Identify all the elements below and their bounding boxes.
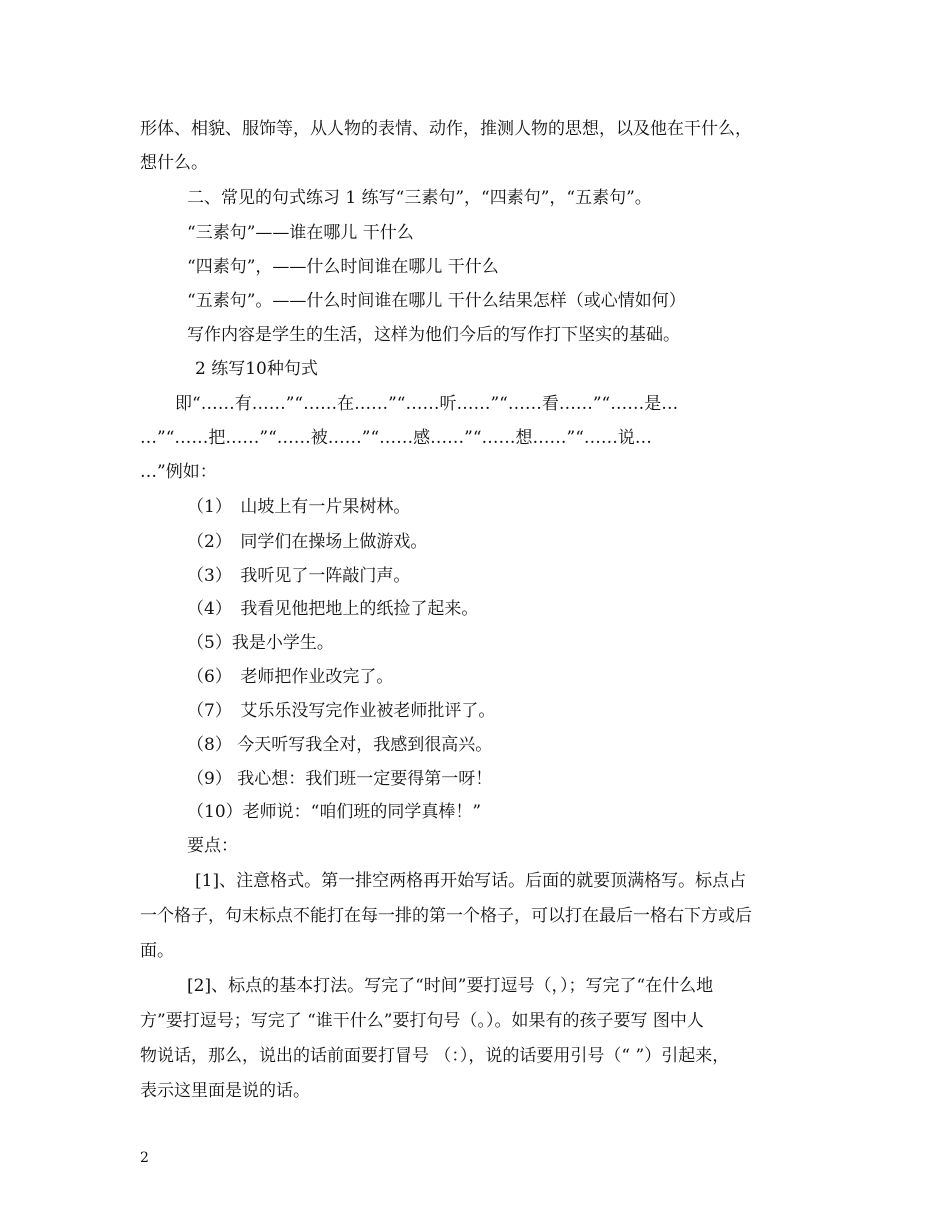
key-point-line: [2]、标点的基本打法。写完了“时间”要打逗号（，）；写完了“在什么地 [187, 976, 714, 996]
paragraph-line: 想什么。 [140, 153, 208, 173]
three-element-sentence: “三素句”——谁在哪儿 干什么 [187, 223, 414, 243]
paragraph-line: 形体、相貌、服饰等，从人物的表情、动作，推测人物的思想，以及他在干什么， [140, 119, 752, 139]
key-points-label: 要点： [187, 836, 238, 856]
ten-patterns-line: …”“……把……”“……被……”“……感……”“……想……”“……说… [140, 428, 652, 448]
key-point-line: 表示这里面是说的话。 [140, 1081, 310, 1101]
example-item: （3） 我听见了一阵敲门声。 [187, 566, 411, 586]
example-item: （2） 同学们在操场上做游戏。 [187, 532, 428, 552]
ten-patterns-line: 即“……有……”“……在……”“……听……”“……看……”“……是… [175, 394, 679, 414]
key-point-line: 面。 [140, 941, 174, 961]
example-item: （5）我是小学生。 [187, 633, 334, 653]
example-item: （6） 老师把作业改完了。 [187, 667, 394, 687]
key-point-line: 物说话，那么，说出的话前面要打冒号 （：），说的话要用引号（“ ”）引起来， [140, 1046, 730, 1066]
example-item: （8） 今天听写我全对，我感到很高兴。 [187, 735, 493, 755]
example-item: （4） 我看见他把地上的纸捡了起来。 [187, 599, 479, 619]
example-item: （10）老师说：“咱们班的同学真棒！” [187, 802, 482, 822]
example-item: （1） 山坡上有一片果树林。 [187, 497, 411, 517]
writing-content-note: 写作内容是学生的生活，这样为他们今后的写作打下坚实的基础。 [187, 325, 680, 345]
example-item: （9） 我心想：我们班一定要得第一呀！ [187, 769, 493, 789]
ten-patterns-title: 2 练写10种句式 [195, 359, 318, 379]
key-point-line: 方”要打逗号；写完了 “谁干什么”要打句号（。）。如果有的孩子要写 图中人 [140, 1011, 704, 1031]
key-point-line: [1]、注意格式。第一排空两格再开始写话。后面的就要顶满格写。标点占 [195, 871, 747, 891]
five-element-sentence: “五素句”。——什么时间谁在哪儿 干什么结果怎样（或心情如何） [187, 291, 686, 311]
four-element-sentence: “四素句”，——什么时间谁在哪儿 干什么 [187, 257, 499, 277]
example-item: （7） 艾乐乐没写完作业被老师批评了。 [187, 701, 496, 721]
ten-patterns-line: …”例如： [140, 462, 217, 482]
page-number: 2 [140, 1150, 149, 1166]
key-point-line: 一个格子，句末标点不能打在每一排的第一个格子，可以打在最后一格右下方或后 [140, 906, 752, 926]
section-heading: 二、常见的句式练习 1 练写“三素句”，“四素句”，“五素句”。 [187, 188, 652, 208]
